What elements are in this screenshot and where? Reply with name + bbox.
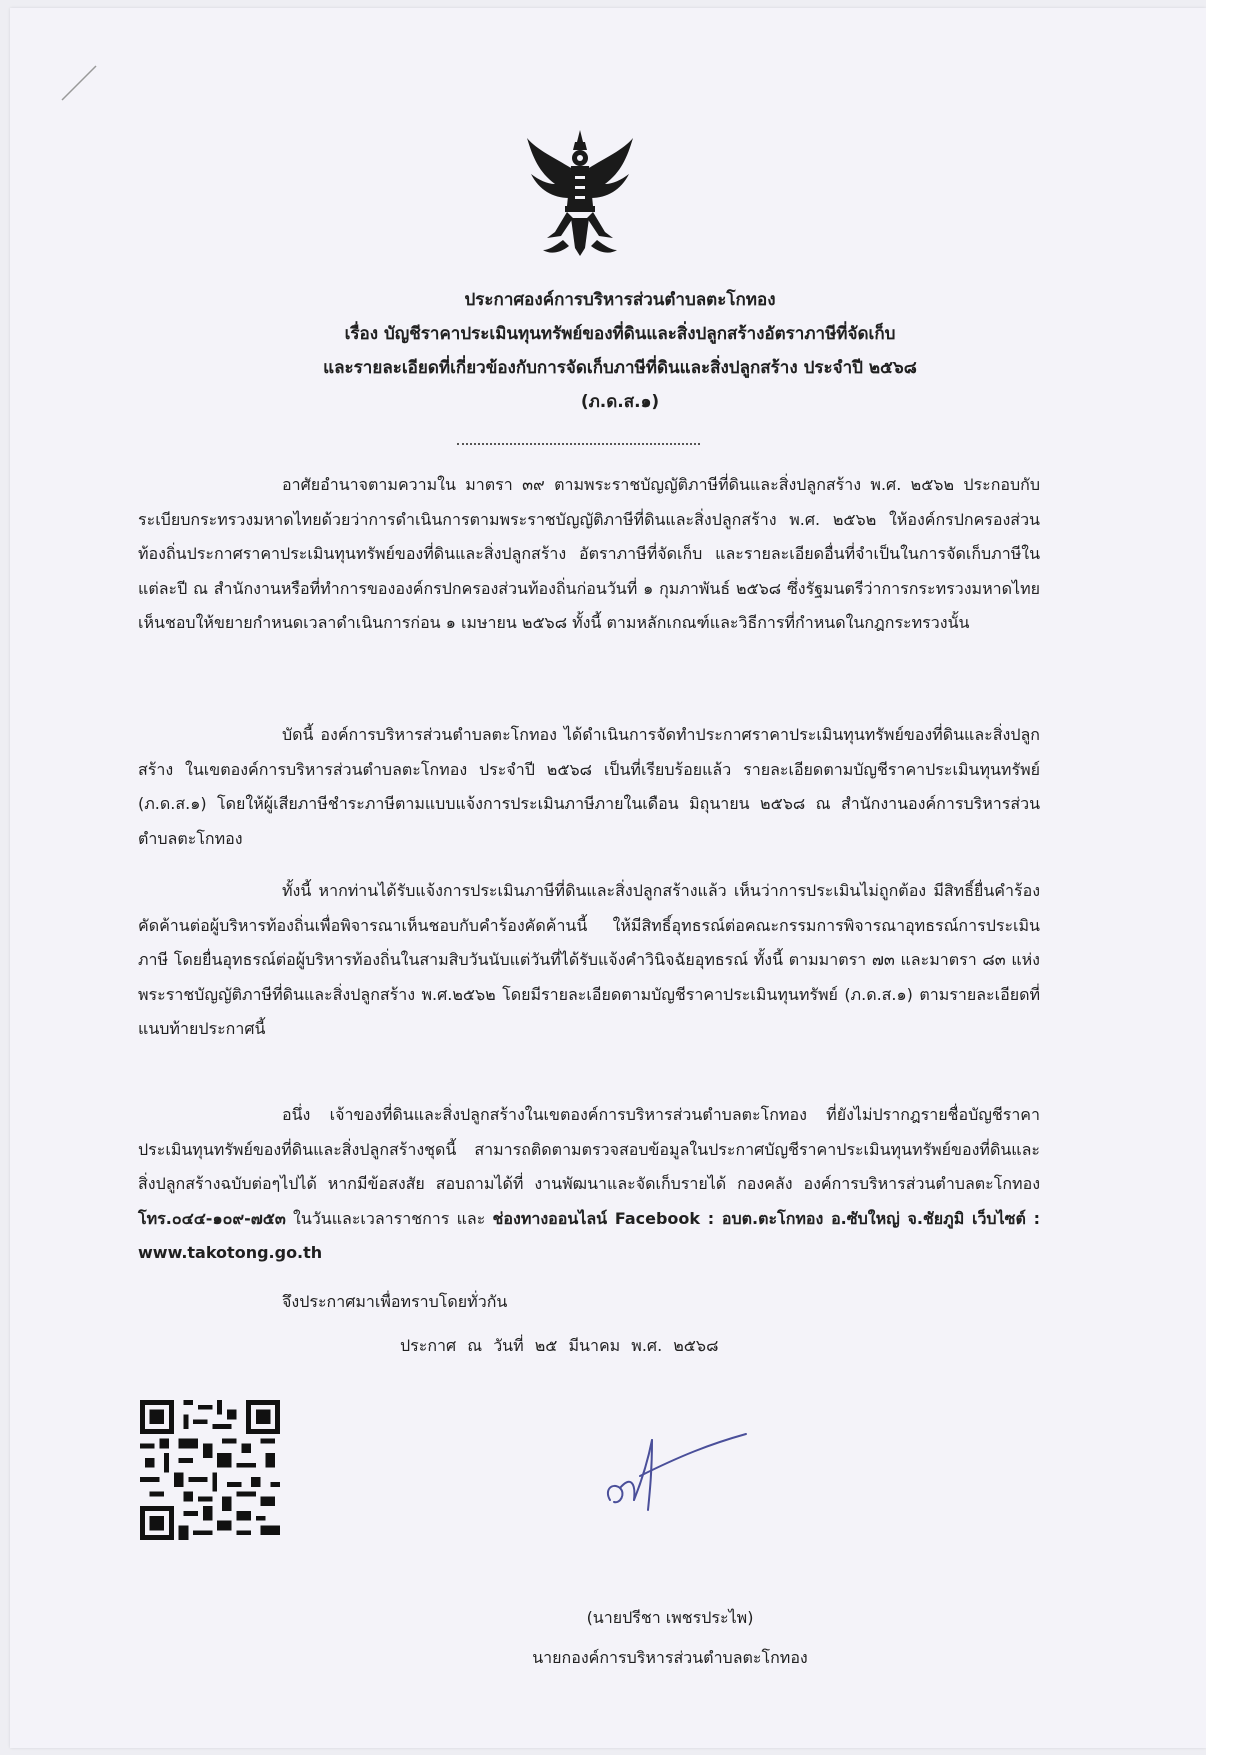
garuda-emblem (525, 128, 635, 258)
contact-online: ช่องทางออนไลน์ Facebook : อบต.ตะโกทอง อ.ซับใหญ่ จ.ชัยภูมิ เว็บไซต์ : www.takotong.go.th (138, 1208, 1040, 1262)
page-edge (1206, 0, 1240, 1755)
contact-text: อนึ่ง เจ้าของที่ดินและสิ่งปลูกสร้างในเขตองค์การบริหารส่วนตำบลตะโกทอง ที่ยังไม่ปรากฎรายชื่อบัญชีราคาประเมินทุนทรัพย์ของที่ดินและสิ่งปลูกสร้างชุดนี้ สามารถติดตามตรวจสอบข้อมูลในประกาศบัญชีราคาประเมินทุนทรัพย์ของที่ดินและสิ่งปลูกสร้างฉบับต่อๆไปได้ หากมีข้อสงสัย สอบถามได้ที่ งานพัฒนาและจัดเก็บรายได้ กองคลัง องค์การบริหารส่วนตำบลตะโกทอง (138, 1105, 1040, 1193)
paragraph-legal-basis: อาศัยอำนาจตามความใน มาตรา ๓๙ ตามพระราชบัญญัติภาษีที่ดินและสิ่งปลูกสร้าง พ.ศ. ๒๕๖๒ ประกอบกับระเบียบกระทรวงมหาดไทยด้วยว่าการดำเนินการตามพระราชบัญญัติภาษีที่ดินและสิ่งปลูกสร้าง พ.ศ. ๒๕๖๒ ให้องค์กรปกครองส่วนท้องถิ่นประกาศราคาประเมินทุนทรัพย์ของที่ดินและสิ่งปลูกสร้าง อัตราภาษีที่จัดเก็บ และรายละเอียดอื่นที่จำเป็นในการจัดเก็บภาษีในแต่ละปี ณ สำนักงานหรือที่ทำการขององค์กรปกครองส่วนท้องถิ่นก่อนวันที่ ๑ กุมภาพันธ์ ๒๕๖๘ ซึ่งรัฐมนตรีว่าการกระทรวงมหาดไทย เห็นชอบให้ขยายกำหนดเวลาดำเนินการก่อน ๑ เมษายน ๒๕๖๘ ทั้งนี้ ตามหลักเกณฑ์และวิธีการที่กำหนดในกฎกระทรวงนั้น (138, 475, 1040, 632)
signer-title: นายกองค์การบริหารส่วนตำบลตะโกทอง (532, 1648, 808, 1667)
paragraph-assessment: บัดนี้ องค์การบริหารส่วนตำบลตะโกทอง ได้ดำเนินการจัดทำประกาศราคาประเมินทุนทรัพย์ของที่ดินและสิ่งปลูกสร้าง ในเขตองค์การบริหารส่วนตำบลตะโกทอง ประจำปี ๒๕๖๘ เป็นที่เรียบร้อยแล้ว รายละเอียดตามบัญชีราคาประเมินทุนทรัพย์ (ภ.ด.ส.๑) โดยให้ผู้เสียภาษีชำระภาษีตามแบบแจ้งการประเมินภาษีภายในเดือน มิถุนายน ๒๕๖๘ ณ สำนักงานองค์การบริหารส่วนตำบลตะโกทอง (138, 725, 1040, 848)
announcement-subject: เรื่อง บัญชีราคาประเมินทุนทรัพย์ของที่ดินและสิ่งปลูกสร้างอัตราภาษีที่จัดเก็บ (344, 324, 896, 344)
announcement-subject-cont: และรายละเอียดที่เกี่ยวข้องกับการจัดเก็บภาษีที่ดินและสิ่งปลูกสร้าง ประจำปี ๒๕๖๘ (323, 358, 917, 378)
contact-phone: โทร.๐๔๔-๑๐๙-๗๕๓ (138, 1208, 286, 1228)
contact-mid: ในวันและเวลาราชการ และ (285, 1208, 493, 1228)
form-code: (ภ.ด.ส.๑) (580, 392, 660, 412)
dotted-divider (457, 443, 700, 445)
handwritten-signature (590, 1420, 750, 1520)
pen-tick-mark (60, 64, 100, 104)
qr-code[interactable] (140, 1400, 280, 1540)
paragraph-contact (138, 1098, 1040, 1271)
announcement-date: ประกาศ ณ วันที่ ๒๕ มีนาคม พ.ศ. ๒๕๖๘ (400, 1336, 719, 1355)
closing-statement: จึงประกาศมาเพื่อทราบโดยทั่วกัน (282, 1292, 508, 1311)
signer-name: (นายปรีชา เพชรประไพ) (586, 1608, 754, 1627)
paragraph-appeal: ทั้งนี้ หากท่านได้รับแจ้งการประเมินภาษีที่ดินและสิ่งปลูกสร้างแล้ว เห็นว่าการประเมินไม่ถูกต้อง มีสิทธิ์ยื่นคำร้องคัดค้านต่อผู้บริหารท้องถิ่นเพื่อพิจารณาเห็นชอบกับคำร้องคัดค้านนี้ ให้มีสิทธิ์อุทธรณ์ต่อคณะกรรมการพิจารณาอุทธรณ์การประเมินภาษี โดยยื่นอุทธรณ์ต่อผู้บริหารท้องถิ่นในสามสิบวันนับแต่วันที่ได้รับแจ้งคำวินิจฉัยอุทธรณ์ ทั้งนี้ ตามมาตรา ๗๓ และมาตรา ๘๓ แห่งพระราชบัญญัติภาษีที่ดินและสิ่งปลูกสร้าง พ.ศ.๒๕๖๒ โดยมีรายละเอียดตามบัญชีราคาประเมินทุนทรัพย์ (ภ.ด.ส.๑) ตามรายละเอียดที่แนบท้ายประกาศนี้ (138, 881, 1040, 1038)
announcement-title: ประกาศองค์การบริหารส่วนตำบลตะโกทอง (464, 290, 776, 310)
